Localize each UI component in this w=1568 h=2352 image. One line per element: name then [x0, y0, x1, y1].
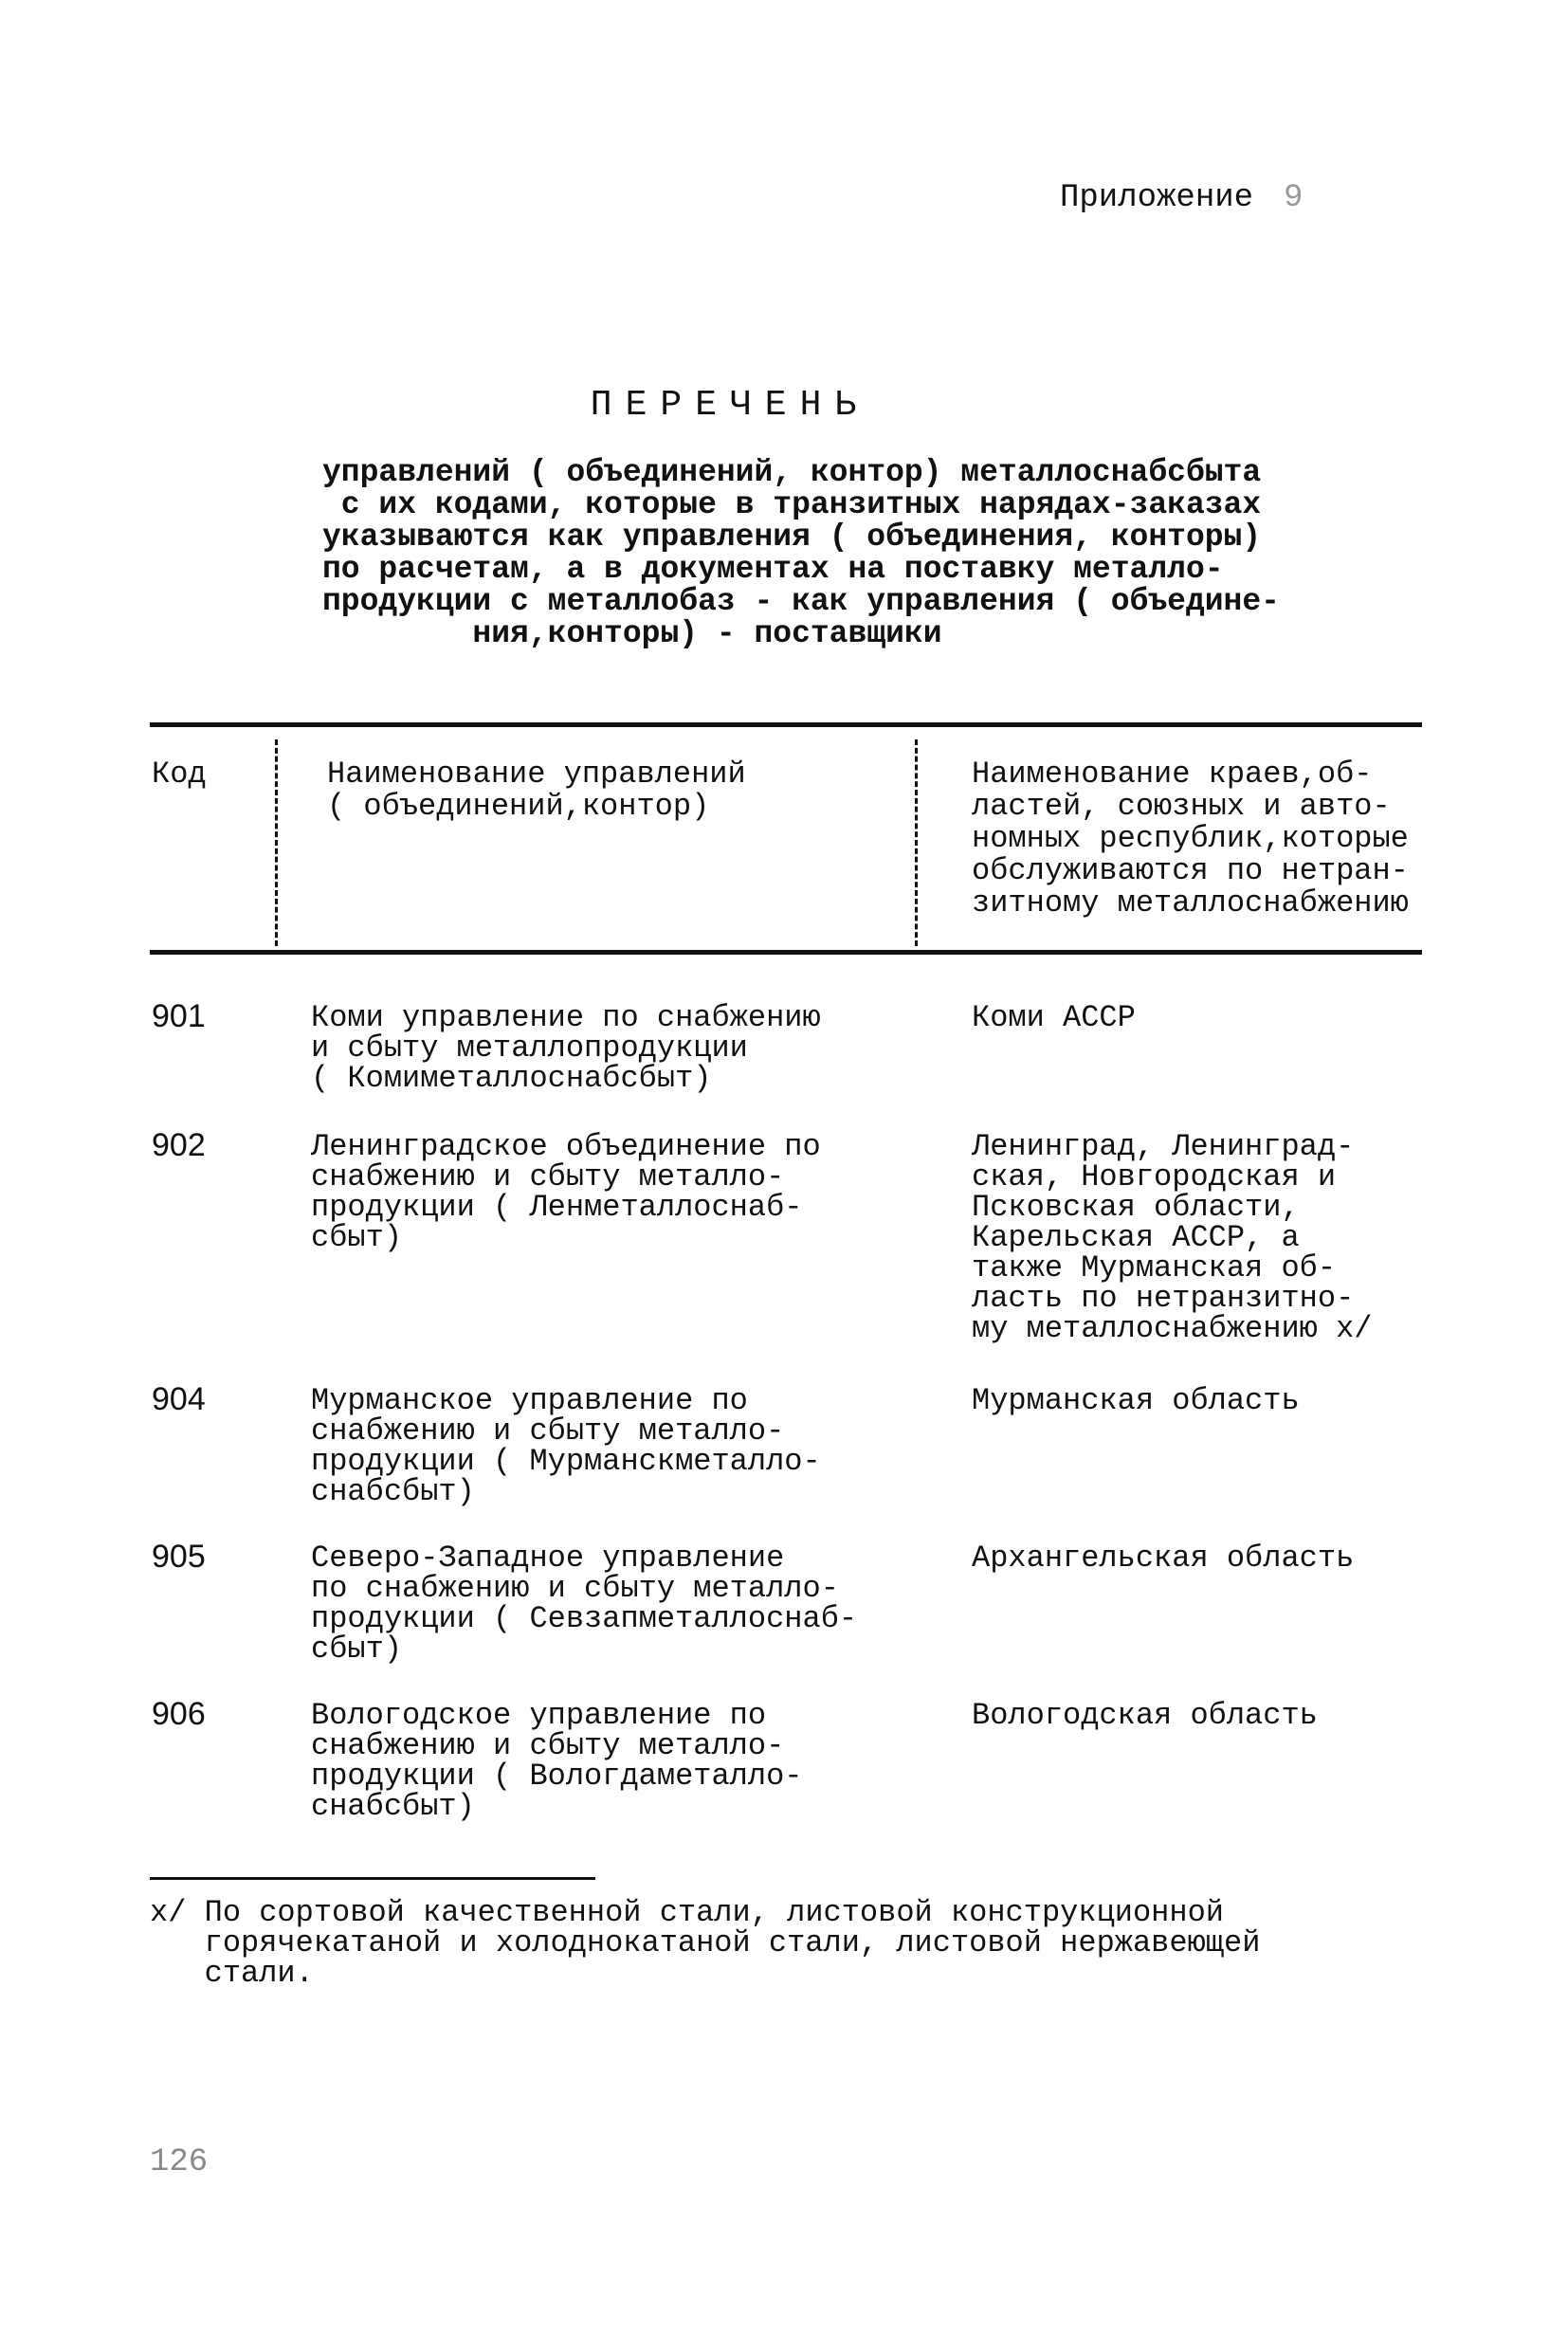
row-name: Мурманское управление по снабжению и сбыту металло- продукции ( Мурманскметалло- снабсбыт)	[311, 1383, 821, 1509]
appendix-number: 9	[1284, 180, 1304, 216]
row-regions: Мурманская область	[972, 1383, 1300, 1418]
table-header-rule	[150, 950, 1422, 955]
appendix-label	[1060, 180, 1303, 216]
table-top-rule	[150, 722, 1422, 727]
row-code: 904	[152, 1381, 206, 1417]
column-separator	[915, 739, 918, 946]
footnote-rule	[150, 1877, 595, 1880]
column-separator	[275, 739, 278, 946]
row-code: 902	[152, 1127, 206, 1163]
row-regions: Ленинград, Ленинград- ская, Новгородская и Псковская области, Карельская АССР, а также Мурманская об- ласть по нетранзитно- му металлоснабжению x/	[972, 1129, 1373, 1346]
page-number: 126	[150, 2144, 209, 2180]
row-code: 905	[152, 1539, 206, 1575]
footnote: x/ По сортовой качественной стали, листовой конструкционной горячекатаной и холоднокатаной стали, листовой нержавеющей стали.	[150, 1895, 1261, 1991]
document-subtitle: управлений ( объединений, контор) металлоснабсбыта с их кодами, которые в транзитных нарядах-заказах указываются как управления ( объединения, конторы) по расчетам, а в документах на поставку металло- продукции с металлобаз - как управления ( объедине- ния,конторы) - поставщики	[322, 455, 1280, 651]
header-code: Код	[152, 757, 207, 792]
document-title: ПЕРЕЧЕНЬ	[590, 385, 870, 426]
row-code: 901	[152, 998, 206, 1034]
row-regions: Архангельская область	[972, 1541, 1355, 1576]
row-code: 906	[152, 1696, 206, 1732]
appendix-title: Приложение	[1060, 180, 1254, 216]
row-name: Вологодское управление по снабжению и сбыту металло- продукции ( Вологдаметалло- снабсбыт)	[311, 1698, 803, 1824]
header-name: Наименование управлений ( объединений,контор)	[327, 757, 746, 824]
row-name: Ленинградское объединение по снабжению и сбыту металло- продукции ( Ленметаллоснаб- сбыт)	[311, 1129, 821, 1255]
row-regions: Коми АССР	[972, 1000, 1136, 1035]
row-regions: Вологодская область	[972, 1698, 1318, 1733]
row-name: Коми управление по снабжению и сбыту металлопродукции ( Комиметаллоснабсбыт)	[311, 1000, 821, 1096]
row-name: Северо-Западное управление по снабжению и сбыту металло- продукции ( Севзапметаллоснаб- сбыт)	[311, 1541, 858, 1667]
header-regions: Наименование краев,об- ластей, союзных и авто- номных республик,которые обслуживаются по нетран- зитному металлоснабжению	[972, 757, 1409, 921]
